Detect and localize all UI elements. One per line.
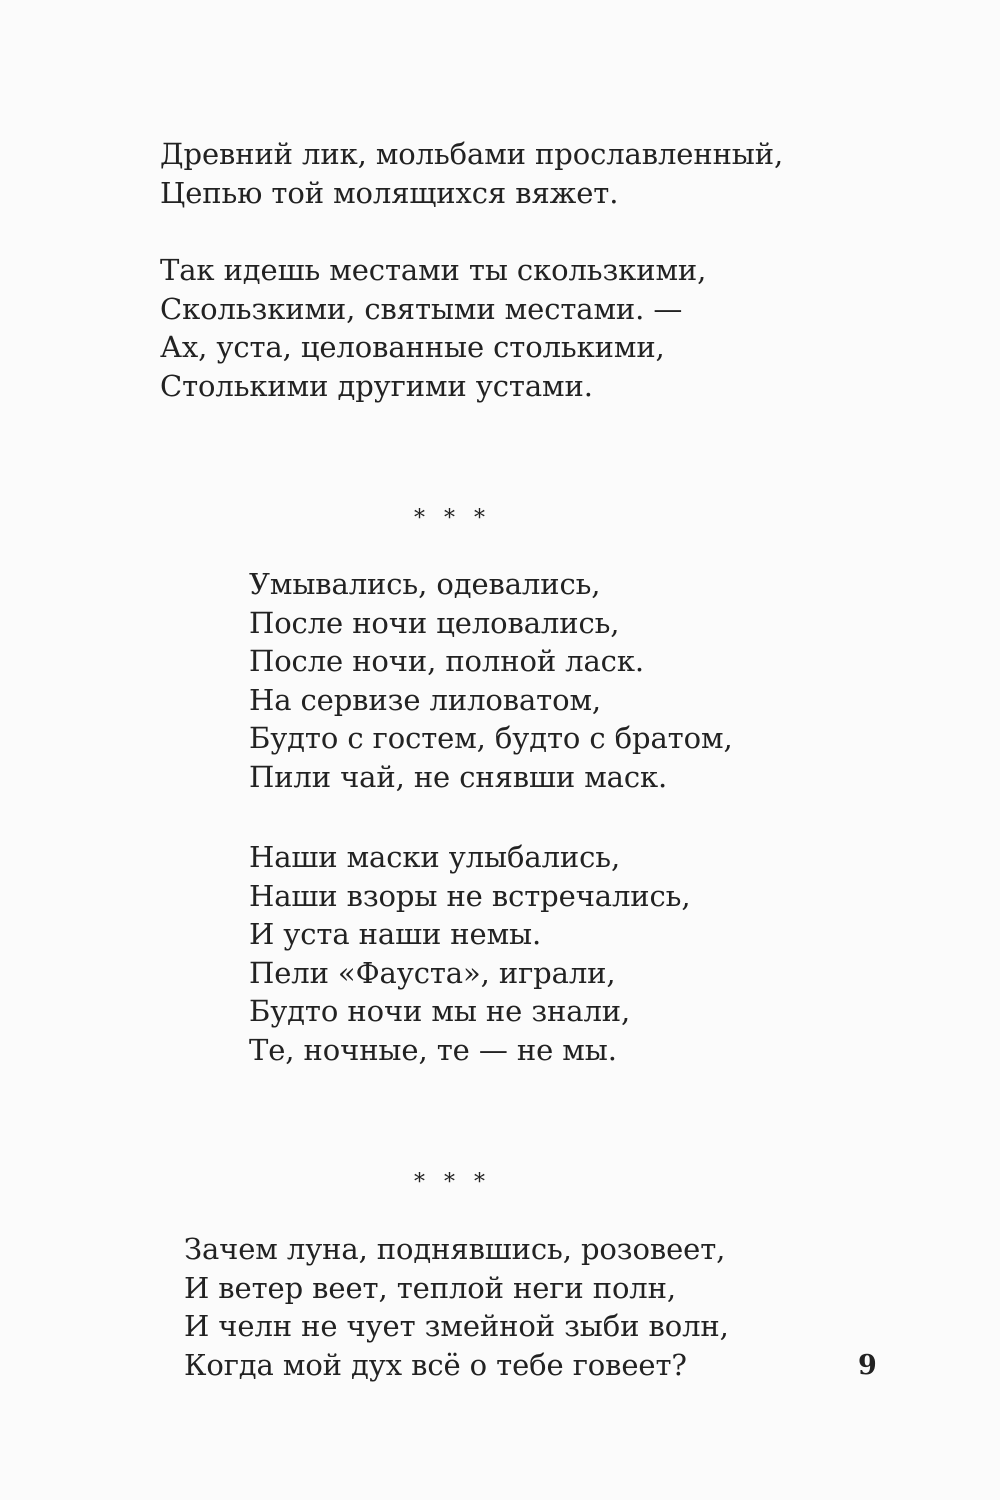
poem-line: Ах, уста, целованные столькими, (160, 330, 665, 364)
poem-line: И челн не чует змейной зыби волн, (184, 1309, 729, 1343)
page-number: 9 (858, 1350, 877, 1381)
poem-line: Цепью той молящихся вяжет. (160, 175, 619, 210)
poem-line: И уста наши немы. (249, 917, 542, 951)
poem-line: Наши взоры не встречались, (249, 878, 691, 913)
poem2-stanza2 (249, 838, 690, 1069)
poem-line: Зачем луна, поднявшись, розовеет, (184, 1232, 726, 1266)
poem-line: Умывались, одевались, (249, 567, 601, 601)
poem1-stanza1 (160, 135, 783, 212)
poem3-stanza1 (184, 1230, 729, 1384)
poem-line: Будто ночи мы не знали, (249, 994, 631, 1028)
poem-line: И ветер веет, теплой неги полн, (184, 1270, 676, 1305)
poem-line: После ночи целовались, (249, 605, 620, 640)
poem-line: Наши маски улыбались, (249, 840, 621, 874)
poem-line: Те, ночные, те — не мы. (249, 1032, 617, 1067)
poem-line: Столькими другими устами. (160, 368, 593, 403)
section-separator: * * * (414, 506, 491, 531)
poem1-stanza2 (160, 251, 706, 405)
poem-line: Когда мой дух всё о тебе говеет? (184, 1347, 687, 1382)
section-separator: * * * (414, 1170, 491, 1195)
poem-line: Так идешь местами ты скользкими, (160, 253, 707, 287)
poem-line: Скользкими, святыми местами. — (160, 291, 683, 326)
poem-line: Будто с гостем, будто с братом, (249, 721, 733, 755)
poem-line: Древний лик, мольбами прославленный, (160, 137, 784, 171)
poem-line: На сервизе лиловатом, (249, 682, 602, 717)
poem-line: Пили чай, не снявши маск. (249, 759, 668, 794)
poem-line: Пели «Фауста», играли, (249, 955, 616, 990)
poem-line: После ночи, полной ласк. (249, 644, 644, 678)
poem2-stanza1 (249, 565, 733, 796)
